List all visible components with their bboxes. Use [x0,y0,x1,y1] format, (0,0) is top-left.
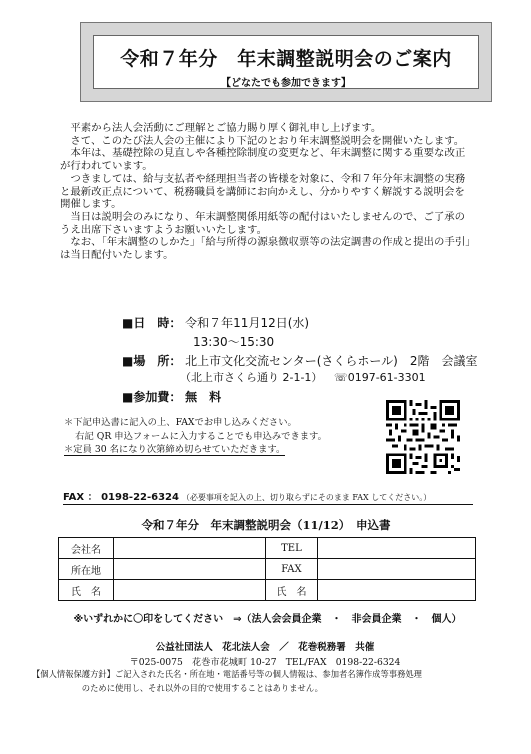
paragraph: つきましては、給与支払者や経理担当者の皆様を対象に、令和７年分年末調整の実務と最新改正点について、税務職員を講師にお向かえし、分かりやすく解説する説明会を開催します。 [60,172,466,211]
place-address-row [180,369,426,385]
membership-mark-note: ※いずれかに〇印をしてください ⇒（法人会会員企業 ・ 非会員企業 ・ 個人） [73,614,462,625]
tel-label: TEL [265,538,318,559]
paragraph: なお、「年末調整のしかた」「給与所得の源泉徴収票等の法定調書の作成と提出の手引」は当日配付いたします。 [60,236,471,262]
table-row [59,580,476,601]
date-label: ■日 時： [122,316,182,330]
table-row [59,538,476,559]
page-title: 令和７年分 年末調整説明会のご案内 [120,48,452,70]
tel-field[interactable] [318,538,476,559]
page-subtitle: 【どなたでも参加できます】 [221,78,351,89]
place-label: ■場 所： [122,354,182,368]
place-address: （北上市さくら通り 2-1-1） [180,371,323,384]
time-value: 13:30～15:30 [193,335,275,349]
place-value: 北上市文化交流センター(さくらホール) 2階 会議室 [185,354,478,368]
name-label: 氏 名 [59,580,114,601]
title-banner [80,22,492,102]
address-field[interactable] [113,559,265,580]
title-frame [93,35,479,89]
phone-icon: ☏ [333,371,348,384]
name-label: 氏 名 [265,580,318,601]
privacy-line: 【個人情報保護方針】ご記入された氏名・所在地・電話番号等の個人情報は、参加者名簿作成等事務処理 [32,669,422,679]
organizer: 公益社団法人 花北法人会 ／ 花巻税務署 共催 [155,642,375,653]
fax-label: FAX [265,559,318,580]
name-field[interactable] [318,580,476,601]
name-field[interactable] [113,580,265,601]
date-value: 令和７年11月12日(水) [185,316,310,330]
fax-field[interactable] [318,559,476,580]
note-line: 右記 QR 申込フォームに入力することでも申込みできます。 [75,430,327,442]
form-title: 令和７年分 年末調整説明会（11/12） 申込書 [141,518,391,532]
intro-text [60,122,475,262]
company-field[interactable] [113,538,265,559]
notes [64,416,394,457]
paragraph: 当日は説明会のみになり、年末調整関係用紙等の配付はいたしませんので、ご了承のうえ出席下さいますようお願いいたします。 [60,210,466,236]
note-line: ＊下記申込書に記入の上、FAXでお申し込みください。 [64,417,297,428]
fax-line [63,488,473,505]
paragraph: 本年は、基礎控除の見直しや各種控除制度の変更など、年末調整に関する重要な改正が行われています。 [60,147,466,173]
fee-value: 無 料 [185,390,222,404]
paragraph: さて、このたび法人会の主催により下記のとおり年末調整説明会を開催いたします。 [70,134,465,147]
note-line: ＊定員 30 名になり次第締め切らせていただきます。 [64,444,286,455]
qr-code-icon[interactable] [386,400,460,474]
application-form [58,537,476,601]
privacy-policy [32,668,502,695]
organizer-address: 〒025-0075 花巻市花城町 10-27 TEL/FAX 0198-22-6324 [129,657,401,668]
fee-label: ■参加費： [122,390,182,404]
fee-row [122,388,221,405]
company-label: 会社名 [59,538,114,559]
place-phone: 0197-61-3301 [347,371,426,384]
place-row [122,352,477,369]
address-label: 所在地 [59,559,114,580]
fax-number: FAX ： 0198-22-6324 [63,492,179,503]
paragraph: 平素から法人会活動にご理解とご協力賜り厚く御礼申し上げます。 [70,122,382,134]
table-row [59,559,476,580]
fax-note: （必要事項を記入の上、切り取らずにそのまま FAX してください。） [181,493,432,502]
privacy-line: のために使用し、それ以外の目的で使用することはありません。 [81,682,323,693]
date-row [122,314,309,331]
